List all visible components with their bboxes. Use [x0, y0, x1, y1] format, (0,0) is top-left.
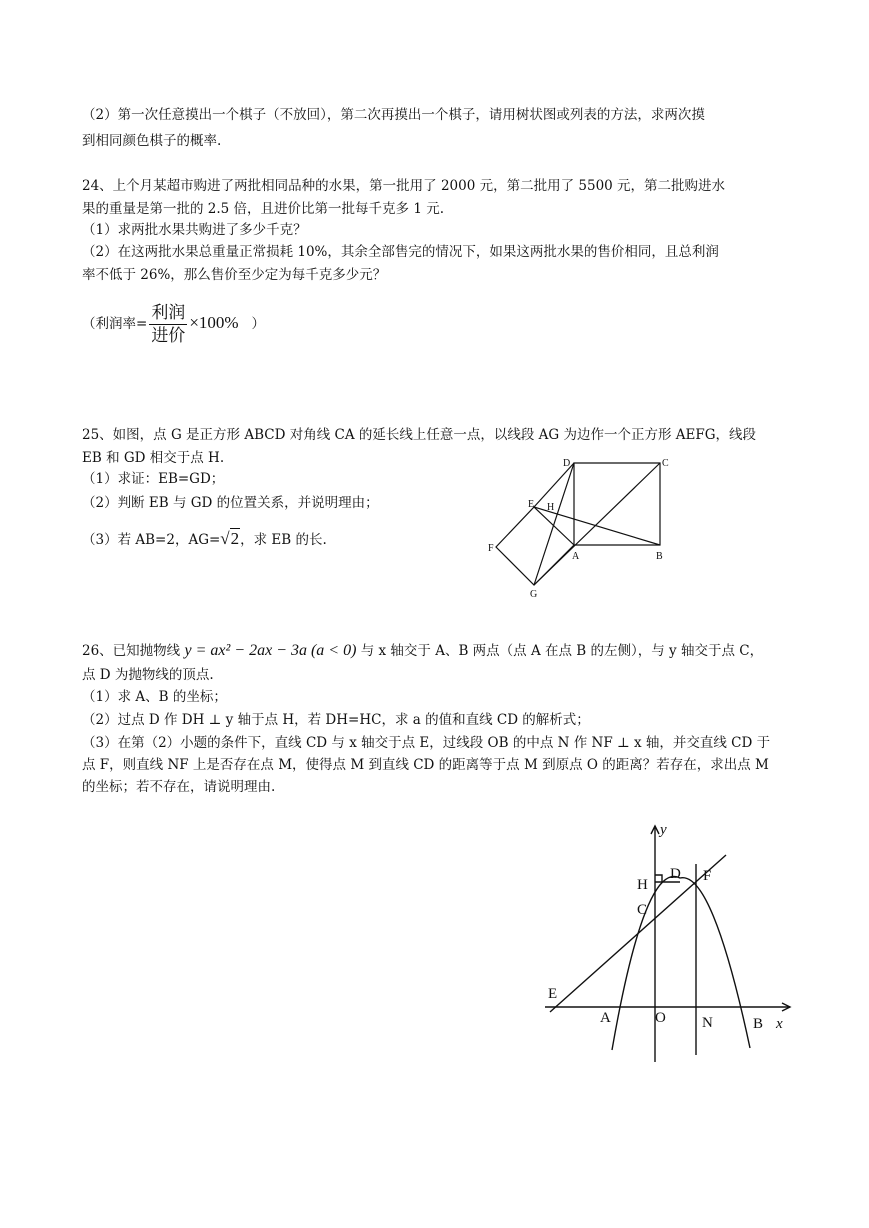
label-e: E: [528, 499, 535, 510]
square-aefg: [496, 507, 574, 585]
label-x: x: [776, 1016, 783, 1032]
q26-part3-line2: 点 F，则直线 NF 上是否存在点 M，使得点 M 到直线 CD 的距离等于点 M 到原点 O 的距离？若存在，求出点 M: [82, 757, 769, 773]
part3-suffix: ，求 EB 的长.: [240, 532, 327, 548]
q26-part3-line1: （3）在第（2）小题的条件下，直线 CD 与 x 轴交于点 E，过线段 OB 的中点 N 作 NF ⊥ x 轴，并交直线 CD 于: [82, 735, 771, 751]
label-d: D: [563, 458, 571, 469]
q24-line2: 果的重量是第一批的 2.5 倍，且进价比第一批每千克多 1 元.: [82, 201, 445, 217]
q24-part2-line1: （2）在这两批水果总重量正常损耗 10%，其余全部售完的情况下，如果这两批水果的售价相同，且总利润: [82, 244, 719, 260]
label-h: H: [637, 877, 648, 893]
profit-rate-fraction: [149, 303, 187, 346]
q25-part1: （1）求证：EB=GD；: [82, 471, 225, 487]
segment-eb: [534, 507, 660, 545]
q24-part2-line2: 率不低于 26%，那么售价至少定为每千克多少元？: [82, 267, 387, 283]
sqrt-radicand: 2: [230, 529, 240, 548]
q26-part3-line3: 的坐标；若不存在，请说明理由.: [82, 779, 276, 795]
label-c: C: [637, 902, 648, 918]
q25-part3: [82, 528, 327, 551]
q26-line1: [82, 640, 763, 662]
formula-multiplier: ×100%: [189, 313, 239, 332]
segment-de: [534, 463, 574, 507]
right-angle-mark: [655, 875, 662, 882]
label-o: O: [655, 1010, 666, 1026]
part3-prefix: （3）若 AB=2，AG=: [82, 532, 221, 548]
sqrt-expression: √2: [220, 529, 240, 548]
formula-suffix: ）: [251, 316, 265, 332]
label-f: F: [488, 543, 494, 554]
label-a: A: [600, 1010, 611, 1026]
q23-part2-line2: 到相同颜色棋子的概率.: [82, 133, 222, 149]
q25-line2: EB 和 GD 相交于点 H.: [82, 450, 225, 466]
label-b: B: [656, 551, 663, 562]
line1-suffix: 与 x 轴交于 A、B 两点（点 A 在点 B 的左侧），与 y 轴交于点 C，: [356, 643, 764, 659]
x-axis-arrow: [782, 1003, 790, 1011]
q24-line1: 24、上个月某超市购进了两批相同品种的水果，第一批用了 2000 元，第二批用了 5500 元，第二批购进水: [82, 178, 726, 194]
q26-part1: （1）求 A、B 的坐标；: [82, 689, 227, 705]
line-cd: [550, 855, 726, 1012]
formula-prefix: （利润率=: [82, 316, 148, 332]
label-n: N: [702, 1015, 713, 1031]
label-e: E: [548, 986, 558, 1002]
q23-part2-line1: （2）第一次任意摸出一个棋子（不放回），第二次再摸出一个棋子，请用树状图或列表的方法，求两次摸: [82, 107, 705, 123]
square-abcd: [574, 463, 660, 545]
parabola-curve: [612, 876, 750, 1050]
label-f: F: [703, 868, 712, 884]
segment-gd: [534, 463, 574, 585]
label-b: B: [753, 1016, 764, 1032]
q24-part1: （1）求两批水果共购进了多少千克？: [82, 222, 307, 238]
q26-part2: （2）过点 D 作 DH ⊥ y 轴于点 H，若 DH=HC，求 a 的值和直线 CD 的解析式；: [82, 712, 590, 728]
q26-line2: 点 D 为抛物线的顶点.: [82, 667, 214, 683]
label-c: C: [662, 458, 669, 469]
label-g: G: [530, 589, 538, 600]
q25-line1: 25、如图，点 G 是正方形 ABCD 对角线 CA 的延长线上任意一点，以线段 AG 为边作一个正方形 AEFG，线段: [82, 427, 757, 443]
label-y: y: [660, 822, 667, 838]
diagonal-cg: [534, 463, 660, 585]
fraction-denominator: 进价: [151, 326, 186, 346]
label-h: H: [547, 502, 555, 513]
label-d: D: [670, 866, 681, 882]
label-a: A: [572, 551, 580, 562]
y-axis-arrow: [651, 826, 659, 834]
parabola-equation: y = ax² − 2ax − 3a (a < 0): [184, 642, 357, 659]
q25-part2: （2）判断 EB 与 GD 的位置关系，并说明理由；: [82, 495, 379, 511]
line1-prefix: 26、已知抛物线: [82, 643, 185, 659]
q24-formula: [82, 300, 265, 347]
fraction-numerator: 利润: [151, 303, 186, 323]
